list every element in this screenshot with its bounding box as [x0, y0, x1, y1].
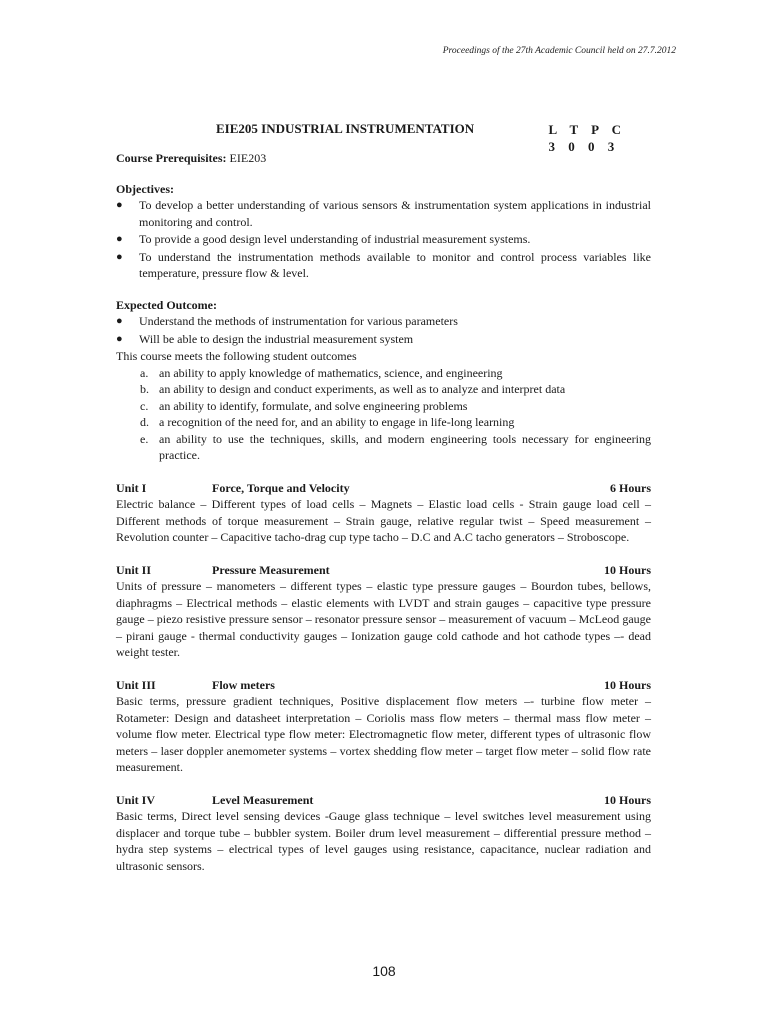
header-note: Proceedings of the 27th Academic Council held on 27.7.2012: [442, 46, 676, 56]
expected-outcome-list: [116, 313, 651, 347]
objective-item: ● To develop a better understanding of various sensors & instrumentation system applications in industrial monitoring and control.: [116, 198, 651, 229]
student-outcome-item: a. an ability to apply knowledge of mathematics, science, and engineering: [140, 365, 503, 380]
unit-number: Unit IV: [116, 792, 156, 807]
bullet-icon: ●: [116, 233, 123, 245]
unit-title: Force, Torque and Velocity: [212, 480, 350, 495]
objective-item: ● To provide a good design level understanding of industrial measurement systems.: [116, 232, 531, 246]
student-outcome-item: e. an ability to use the techniques, skills, and modern engineering tools necessary for engineering practice.: [140, 431, 651, 462]
ltpc-values: 3 0 0 3: [548, 139, 620, 154]
unit-title: Flow meters: [212, 677, 275, 692]
student-outcome-item: d. a recognition of the need for, and an ability to engage in life-long learning: [140, 415, 515, 429]
document-body: [116, 150, 651, 874]
unit-number: Unit I: [116, 480, 147, 495]
unit-heading: [116, 792, 651, 809]
student-outcome-item: b. an ability to design and conduct experiments, as well as to analyze and interpret data: [140, 382, 566, 396]
bullet-icon: ●: [116, 199, 123, 211]
unit-description: Units of pressure – manometers – different types – elastic type pressure gauges – Bourdon tubes, bellows, diaphragms – Electrical methods – elastic elements with LVDT and strain gauges – capacitive type pressure gauge – piezo resistive pressure sensor – resonator pressure sensor – measurement of vacuum – McLeod gauge – pirani gauge - thermal conductivity gauges – Ionization gauge cold cathode and hot cathode types –- dead weight tester.: [116, 579, 651, 659]
objectives-list: [116, 197, 651, 282]
course-title: EIE205 INDUSTRIAL INSTRUMENTATION: [216, 121, 475, 136]
bullet-icon: ●: [116, 315, 123, 327]
unit-description: Electric balance – Different types of load cells – Magnets – Elastic load cells - Strain gauge load cell – Different methods of torque measurement – Strain gauge, relative regular twist – Speed measurement – Revolution counter – Capacitive tacho-drag cup type tacho – D.C and A.C tacho generators – Stroboscope.: [116, 497, 651, 544]
unit-hours: 10 Hours: [603, 562, 651, 577]
prerequisites-label: Course Prerequisites:: [116, 151, 227, 165]
outcome-bullet-item: ● Will be able to design the industrial measurement system: [116, 331, 414, 346]
expected-outcome-heading: Expected Outcome:: [116, 297, 217, 312]
unit-hours: 10 Hours: [603, 677, 651, 692]
unit-number: Unit III: [116, 677, 156, 692]
outcome-bullet-item: ● Understand the methods of instrumentation for various parameters: [116, 314, 458, 328]
unit-heading: [116, 480, 651, 497]
bullet-icon: ●: [116, 250, 123, 263]
page-number: 108: [372, 963, 396, 979]
unit-hours: 6 Hours: [609, 480, 651, 495]
outcomes-intro: This course meets the following student outcomes: [116, 349, 357, 363]
unit-title: Level Measurement: [212, 792, 314, 807]
bullet-icon: ●: [116, 332, 123, 345]
objectives-heading: Objectives:: [116, 181, 174, 196]
unit-title: Pressure Measurement: [212, 562, 330, 577]
unit-number: Unit II: [116, 562, 152, 577]
unit-heading: [116, 677, 651, 694]
unit-description: Basic terms, pressure gradient techniques, Positive displacement flow meters –- turbine flow meter – Rotameter: Design and datasheet interpretation – Coriolis mass flow meters – thermal mass flow meter – volume flow meter. Electrical type flow meter: Electromagnetic flow meter, different types of ultrasonic flow meters – laser doppler anemometer systems – vortex shedding flow meter – target flow meter – solid flow rate measurement.: [116, 694, 651, 774]
prerequisites-value: EIE203: [229, 151, 267, 165]
unit-description: Basic terms, Direct level sensing devices -Gauge glass technique – level switches level measurement using displacer and torque tube – bubbler system. Boiler drum level measurement – differential pressure method – hydra step systems – electrical types of level gauges using resistance, capacitance, nuclear radiation and ultrasonic sensors.: [116, 809, 651, 873]
unit-heading: [116, 562, 651, 579]
student-outcome-item: c. an ability to identify, formulate, and solve engineering problems: [140, 398, 468, 413]
ltpc-label: L T P C: [548, 122, 626, 137]
prerequisites: [116, 150, 651, 167]
objective-item: ● To understand the instrumentation methods available to monitor and control process variables like temperature, pressure flow & level.: [116, 249, 651, 280]
unit-hours: 10 Hours: [603, 792, 651, 807]
student-outcomes-list: [116, 365, 651, 464]
